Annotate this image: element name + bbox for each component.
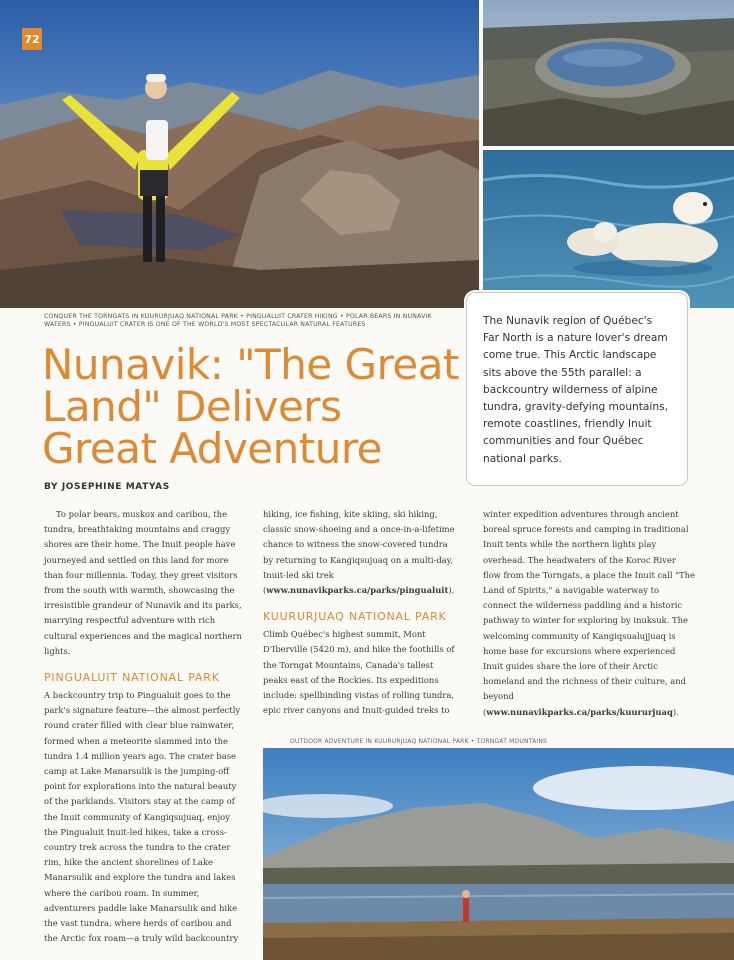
polar-bears-photo <box>483 150 734 308</box>
intro-text: The Nunavik region of Québec's Far North is a nature lover's dream come true. This Arctic landscape sits above the 55th parallel: a backcountry wilderness of alpine tundra, gravity-defying mountains, remote coastlines, friendly Inuit communities and four Québec national parks. <box>483 315 668 465</box>
article-paragraph: A backcountry trip to Pingualuit goes to the park's signature feature—the almost perfectly round crater filled with clear blue rainwater, formed when a meteorite slammed into the tundra 1.4 million years ago. The crater base camp at Lake Manarsulik is the jumping-off point for explorations into the natural beauty of the parklands. Visitors stay at the camp of the Inuit community of Kangiqsujuaq, enjoy the Pingualuit Inuit-led hikes, take a cross-country trek across the tundra to the crater rim, hike the ancient shorelines of Lake Manarsulik and explore the tundra and lakes where the caribou roam. In summer, adventurers paddle lake Manarsulik and hike the vast tundra, where herds of caribou and the Arctic fox roam—a truly wild backcountry <box>44 690 241 944</box>
section-heading-kuururjuaq: KUURURJUAQ NATIONAL PARK <box>263 610 447 624</box>
article-paragraph <box>263 507 459 598</box>
kuururjuaq-link[interactable]: www.nunavikparks.ca/parks/kuururjuaq <box>486 706 673 717</box>
lake-photo <box>263 748 734 960</box>
hero-photo <box>0 0 479 308</box>
article-paragraph: Climb Québec's highest summit, Mont D'Iberville (5420 m), and hike the foothills of the Torngat Mountains, Canada's tallest peaks east of the Rockies. Its expeditions include: spellbinding vistas of rolling tundra, epic river canyons and Inuit-guided treks to <box>263 629 455 716</box>
byline: BY JOSEPHINE MATYAS <box>44 482 170 492</box>
page-number: 72 <box>22 28 42 50</box>
article-column-2 <box>263 507 459 718</box>
photo-caption-top: CONQUER THE TORNGATS IN KUURURJUAQ NATIONAL PARK • PINGUALUIT CRATER HIKING • POLAR BEARS IN NUNAVIK WATERS • PINGUALUIT CRATER IS ONE OF THE WORLD'S MOST SPECTACULAR NATURAL FEATURES <box>44 313 432 329</box>
article-title: Nunavik: "The Great Land" Delivers Great Adventure <box>42 340 459 473</box>
article-paragraph: To polar bears, muskox and caribou, the tundra, breathtaking mountains and craggy shores are their home. The Inuit people have journeyed and settled on this land for more than four millennia. Today, they greet visitors from the south with warmth, showcasing the irresistible grandeur of Nunavik and its parks, marrying respectful adventure with rich cultural experiences and the magical northern lights. <box>44 509 242 656</box>
article-column-3 <box>483 507 695 720</box>
article-paragraph <box>483 507 695 720</box>
crater-photo <box>483 0 734 146</box>
intro-box <box>466 292 688 486</box>
article-column-1 <box>44 507 242 946</box>
pingualuit-link[interactable]: www.nunavikparks.ca/parks/pingualuit <box>266 585 449 596</box>
photo-caption-lake: OUTDOOR ADVENTURE IN KUURURJUAQ NATIONAL PARK • TORNGAT MOUNTAINS <box>290 738 548 745</box>
paragraph-text: winter expedition adventures through ancient boreal spruce forests and camping in traditional Inuit tents while the northern lights play overhead. The headwaters of the Koroc River flow from the Torngats, a place the Inuit call "The Land of Spirits," a navigable waterway to connect the wilderness paddling and a historic pathway to winter for exploring by inuksuk. The welcoming community of Kangiqsualujjuaq is home base for excursions where experienced Inuit guides share the lore of their Arctic homeland and the richness of their culture, and beyond ( <box>483 509 695 717</box>
paragraph-text: ). <box>672 706 679 717</box>
section-heading-pingualuit: PINGUALUIT NATIONAL PARK <box>44 671 220 685</box>
paragraph-text: ). <box>448 585 455 596</box>
paragraph-text: hiking, ice fishing, kite skiing, ski hiking, classic snow-shoeing and a once-in-a-lifetime chance to witness the snow-covered tundra by returning to Kangiqsujuaq on a multi-day, Inuit-led ski trek ( <box>263 509 455 596</box>
